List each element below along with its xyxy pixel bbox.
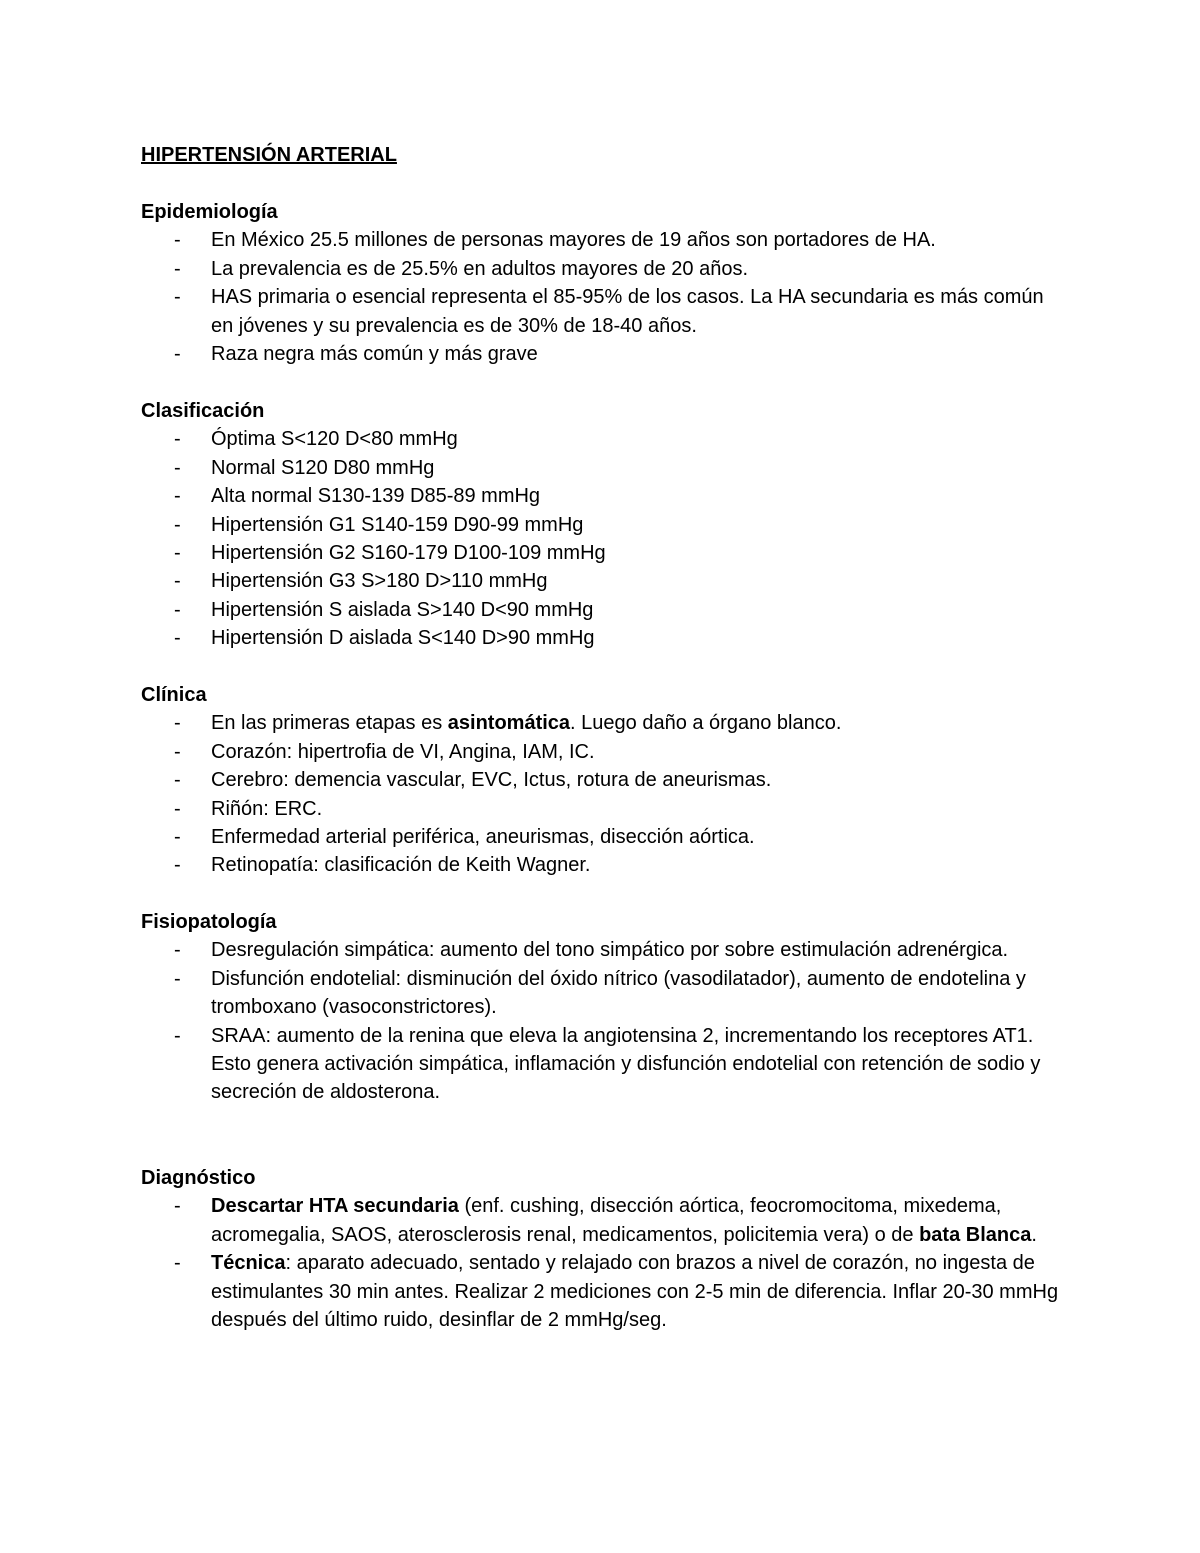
section-epidemiologia bbox=[141, 198, 1071, 368]
page-title: HIPERTENSIÓN ARTERIAL bbox=[141, 144, 397, 166]
bullet-dash: - bbox=[174, 542, 181, 565]
bullet-dash: - bbox=[174, 257, 181, 280]
bullet-dash: - bbox=[174, 826, 181, 849]
bullet-dash: - bbox=[174, 513, 181, 536]
bullet-dash: - bbox=[174, 854, 181, 877]
list-item: - Alta normal S130-139 D85-89 mmHg bbox=[141, 482, 1071, 510]
bullet-dash: - bbox=[174, 1195, 181, 1218]
bullet-dash: - bbox=[174, 1252, 181, 1275]
list-item: - En México 25.5 millones de personas mayores de 19 años son portadores de HA. bbox=[141, 226, 1071, 254]
bullet-list bbox=[141, 425, 1071, 652]
section-heading: Epidemiología bbox=[141, 201, 278, 223]
bullet-dash: - bbox=[174, 627, 181, 650]
list-item: - La prevalencia es de 25.5% en adultos mayores de 20 años. bbox=[141, 255, 1071, 283]
list-item: - Retinopatía: clasificación de Keith Wagner. bbox=[141, 851, 1071, 879]
list-item: - Hipertensión D aislada S<140 D>90 mmHg bbox=[141, 624, 1071, 652]
bullet-dash: - bbox=[174, 1024, 181, 1047]
list-item: - Desregulación simpática: aumento del tono simpático por sobre estimulación adrenérgica. bbox=[141, 936, 1071, 964]
bullet-dash: - bbox=[174, 229, 181, 252]
section-heading: Fisiopatología bbox=[141, 911, 277, 933]
list-item: - SRAA: aumento de la renina que eleva la angiotensina 2, incrementando los receptores AT1. Esto genera activación simpática, inflamación y disfunción endotelial con retención de sodio y secreción de aldosterona. bbox=[141, 1022, 1071, 1107]
section-clasificacion bbox=[141, 397, 1071, 653]
bullet-dash: - bbox=[174, 456, 181, 479]
section-heading: Diagnóstico bbox=[141, 1167, 256, 1189]
bullet-list bbox=[141, 709, 1071, 879]
list-item: - Riñón: ERC. bbox=[141, 795, 1071, 823]
bullet-dash: - bbox=[174, 428, 181, 451]
list-item: - Hipertensión G3 S>180 D>110 mmHg bbox=[141, 567, 1071, 595]
section-heading: Clínica bbox=[141, 684, 207, 706]
bullet-dash: - bbox=[174, 712, 181, 735]
section-clinica bbox=[141, 681, 1071, 880]
list-item: - Corazón: hipertrofia de VI, Angina, IAM, IC. bbox=[141, 738, 1071, 766]
bullet-dash: - bbox=[174, 570, 181, 593]
bullet-dash: - bbox=[174, 939, 181, 962]
bullet-list bbox=[141, 226, 1071, 368]
list-item: - Hipertensión G2 S160-179 D100-109 mmHg bbox=[141, 539, 1071, 567]
bullet-dash: - bbox=[174, 797, 181, 820]
list-item: - Descartar HTA secundaria (enf. cushing, disección aórtica, feocromocitoma, mixedema, acromegalia, SAOS, aterosclerosis renal, medicamentos, policitemia vera) o de bata Blanca. bbox=[141, 1192, 1071, 1249]
bullet-dash: - bbox=[174, 286, 181, 309]
section-fisiopatologia bbox=[141, 908, 1071, 1107]
bullet-dash: - bbox=[174, 740, 181, 763]
list-item: - Óptima S<120 D<80 mmHg bbox=[141, 425, 1071, 453]
bullet-dash: - bbox=[174, 485, 181, 508]
list-item: - Hipertensión S aislada S>140 D<90 mmHg bbox=[141, 596, 1071, 624]
bullet-dash: - bbox=[174, 343, 181, 366]
bullet-list bbox=[141, 1192, 1071, 1334]
bullet-dash: - bbox=[174, 598, 181, 621]
list-item: - Técnica: aparato adecuado, sentado y relajado con brazos a nivel de corazón, no ingesta de estimulantes 30 min antes. Realizar 2 mediciones con 2-5 min de diferencia. Inflar 20-30 mmHg después del último ruido, desinflar de 2 mmHg/seg. bbox=[141, 1249, 1071, 1334]
list-item: - Raza negra más común y más grave bbox=[141, 340, 1071, 368]
list-item: - Disfunción endotelial: disminución del óxido nítrico (vasodilatador), aumento de endotelina y tromboxano (vasoconstrictores). bbox=[141, 965, 1071, 1022]
list-item: - Normal S120 D80 mmHg bbox=[141, 454, 1071, 482]
section-diagnostico bbox=[141, 1164, 1071, 1334]
bullet-list bbox=[141, 936, 1071, 1106]
bullet-dash: - bbox=[174, 967, 181, 990]
list-item: - Enfermedad arterial periférica, aneurismas, disección aórtica. bbox=[141, 823, 1071, 851]
section-heading: Clasificación bbox=[141, 400, 265, 422]
list-item: - En las primeras etapas es asintomática. Luego daño a órgano blanco. bbox=[141, 709, 1071, 737]
list-item: - Cerebro: demencia vascular, EVC, Ictus, rotura de aneurismas. bbox=[141, 766, 1071, 794]
list-item: - Hipertensión G1 S140-159 D90-99 mmHg bbox=[141, 511, 1071, 539]
list-item: - HAS primaria o esencial representa el 85-95% de los casos. La HA secundaria es más común en jóvenes y su prevalencia es de 30% de 18-40 años. bbox=[141, 283, 1071, 340]
bullet-dash: - bbox=[174, 769, 181, 792]
